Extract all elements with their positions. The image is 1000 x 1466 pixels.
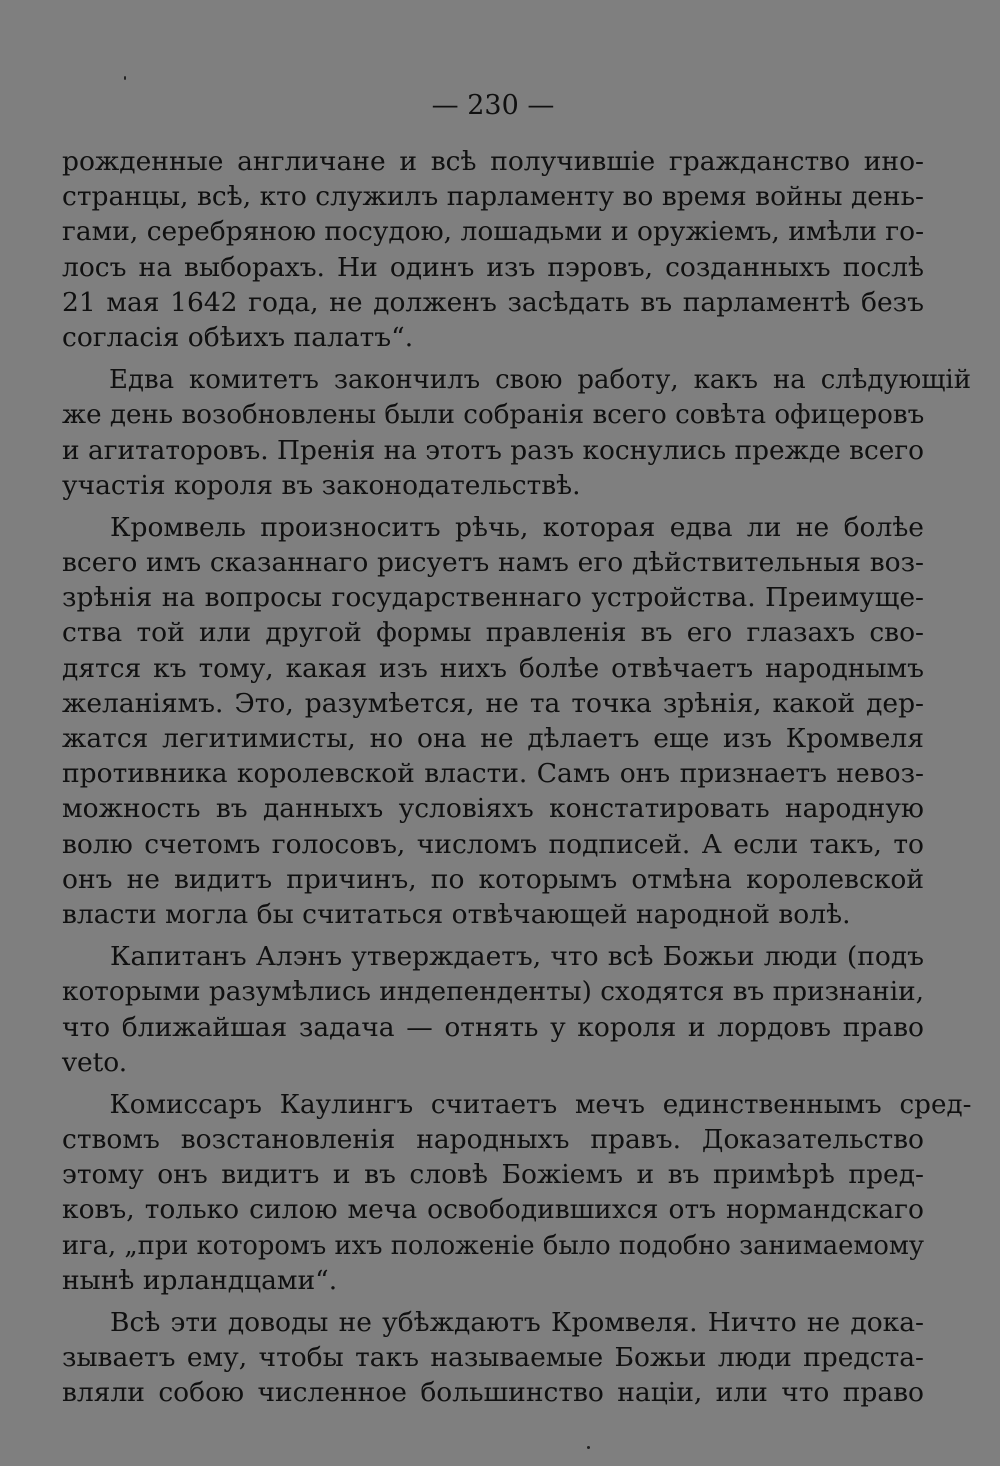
page-number: — 230 — bbox=[431, 90, 555, 121]
text-line: veto. bbox=[62, 1046, 128, 1078]
text-line: можность въ данныхъ условіяхъ констатировать народную bbox=[62, 793, 924, 825]
text-line: дятся къ тому, какая изъ нихъ болѣе отвѣчаетъ народнымъ bbox=[62, 652, 924, 684]
text-line: Кромвель произноситъ рѣчь, которая едва ли не болѣе bbox=[110, 511, 924, 543]
paragraph bbox=[62, 510, 924, 932]
text-line: Капитанъ Алэнъ утверждаетъ, что всѣ Божьи люди (подъ bbox=[110, 941, 924, 973]
paragraph bbox=[62, 362, 972, 503]
body-text bbox=[62, 144, 972, 1411]
text-line: которыми разумѣлись индепенденты) сходятся въ признаніи, bbox=[62, 976, 925, 1008]
text-line: Едва комитетъ закончилъ свою работу, какъ на слѣдующій bbox=[109, 364, 972, 396]
text-line: противника королевской власти. Самъ онъ признаетъ невоз- bbox=[62, 758, 924, 790]
text-line: же день возобновлены были собранія всего совѣта офицеровъ bbox=[62, 399, 925, 431]
text-line: Всѣ эти доводы не убѣждаютъ Кромвеля. Ничто не дока- bbox=[110, 1307, 924, 1338]
text-line: 21 мая 1642 года, не долженъ засѣдать въ парламентѣ безъ bbox=[62, 286, 924, 318]
paragraph bbox=[62, 939, 924, 1080]
text-line: власти могла бы считаться отвѣчающей народной волѣ. bbox=[62, 898, 851, 930]
text-line: участія короля въ законодательствѣ. bbox=[62, 469, 581, 501]
text-line: ковъ, только силою меча освободившихся отъ нормандскаго bbox=[62, 1194, 924, 1226]
text-line: ствомъ возстановленія народныхъ правъ. Доказательство bbox=[62, 1124, 924, 1156]
text-line: что ближайшая задача — отнять у короля и лордовъ право bbox=[62, 1011, 924, 1043]
text-line: нынѣ ирландцами“. bbox=[62, 1264, 338, 1296]
text-line: этому онъ видитъ и въ словѣ Божіемъ и въ примѣрѣ пред- bbox=[62, 1159, 924, 1191]
paragraph bbox=[62, 144, 924, 355]
text-line: вляли собою численное большинство націи, или что право bbox=[62, 1377, 924, 1409]
scan-speck bbox=[124, 76, 126, 80]
text-line: странцы, всѣ, кто служилъ парламенту во время войны день- bbox=[62, 181, 924, 213]
text-line: лосъ на выборахъ. Ни одинъ изъ пэровъ, созданныхъ послѣ bbox=[62, 251, 924, 283]
text-line: жатся легитимисты, но она не дѣлаетъ еще изъ Кромвеля bbox=[62, 723, 924, 754]
paragraph bbox=[62, 1087, 972, 1298]
text-line: ства той или другой формы правленія въ его глазахъ сво- bbox=[62, 617, 924, 649]
text-line: гами, серебряною посудою, лошадьми и оружіемъ, имѣли го- bbox=[62, 216, 925, 248]
text-line: всего имъ сказаннаго рисуетъ намъ его дѣйствительныя воз- bbox=[62, 547, 924, 579]
text-line: Комиссаръ Каулингъ считаетъ мечъ единственнымъ сред- bbox=[109, 1088, 972, 1120]
scan-speck bbox=[587, 1446, 590, 1449]
text-line: рожденные англичане и всѣ получившіе гражданство ино- bbox=[62, 146, 924, 177]
text-line: желаніямъ. Это, разумѣется, не та точка зрѣнія, какой дер- bbox=[62, 687, 924, 719]
text-line: согласія обѣихъ палатъ“. bbox=[62, 321, 414, 353]
text-line: ига, „при которомъ ихъ положеніе было подобно занимаемому bbox=[62, 1229, 924, 1261]
text-line: онъ не видитъ причинъ, по которымъ отмѣна королевской bbox=[62, 863, 924, 895]
book-page bbox=[62, 88, 972, 1418]
text-line: зрѣнія на вопросы государственнаго устройства. Преимуще- bbox=[62, 582, 924, 614]
text-line: волю счетомъ голосовъ, числомъ подписей. А если такъ, то bbox=[62, 828, 924, 860]
paragraph bbox=[62, 1305, 924, 1411]
text-line: зываетъ ему, чтобы такъ называемые Божьи люди предста- bbox=[62, 1342, 924, 1374]
text-line: и агитаторовъ. Пренія на этотъ разъ коснулись прежде всего bbox=[62, 434, 925, 466]
